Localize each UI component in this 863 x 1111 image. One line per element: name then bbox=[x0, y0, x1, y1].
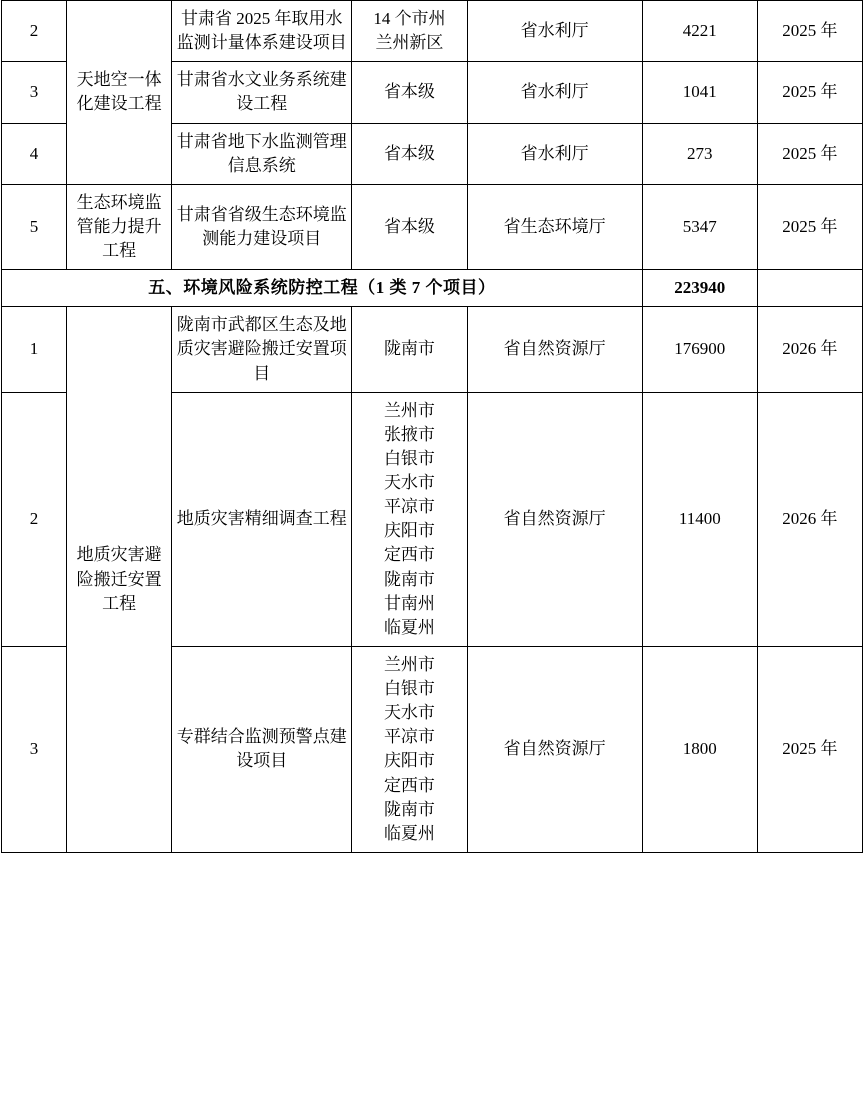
row-department: 省水利厅 bbox=[467, 1, 642, 62]
row-amount: 11400 bbox=[642, 392, 757, 646]
row-category: 地质灾害避险搬迁安置工程 bbox=[67, 307, 172, 853]
row-number: 2 bbox=[2, 392, 67, 646]
row-project-name: 甘肃省地下水监测管理信息系统 bbox=[172, 123, 352, 184]
row-year: 2025 年 bbox=[757, 1, 862, 62]
section-row bbox=[2, 270, 863, 307]
row-department: 省水利厅 bbox=[467, 123, 642, 184]
table-row bbox=[2, 307, 863, 392]
row-amount: 4221 bbox=[642, 1, 757, 62]
row-amount: 273 bbox=[642, 123, 757, 184]
row-area: 省本级 bbox=[352, 62, 467, 123]
row-area: 省本级 bbox=[352, 184, 467, 269]
row-number: 2 bbox=[2, 1, 67, 62]
row-area: 陇南市 bbox=[352, 307, 467, 392]
row-category: 生态环境监管能力提升工程 bbox=[67, 184, 172, 269]
row-amount: 1041 bbox=[642, 62, 757, 123]
row-category: 天地空一体化建设工程 bbox=[67, 1, 172, 185]
row-year: 2025 年 bbox=[757, 62, 862, 123]
row-area: 14 个市州 兰州新区 bbox=[352, 1, 467, 62]
row-project-name: 地质灾害精细调查工程 bbox=[172, 392, 352, 646]
row-year: 2025 年 bbox=[757, 123, 862, 184]
row-year: 2026 年 bbox=[757, 392, 862, 646]
row-project-name: 专群结合监测预警点建设项目 bbox=[172, 646, 352, 852]
row-year: 2025 年 bbox=[757, 184, 862, 269]
row-amount: 176900 bbox=[642, 307, 757, 392]
row-number: 3 bbox=[2, 62, 67, 123]
row-number: 1 bbox=[2, 307, 67, 392]
row-area: 兰州市 白银市 天水市 平凉市 庆阳市 定西市 陇南市 临夏州 bbox=[352, 646, 467, 852]
section-title: 五、环境风险系统防控工程（1 类 7 个项目） bbox=[2, 270, 643, 307]
project-plan-table bbox=[1, 0, 863, 853]
row-department: 省自然资源厅 bbox=[467, 392, 642, 646]
row-number: 4 bbox=[2, 123, 67, 184]
row-area: 兰州市 张掖市 白银市 天水市 平凉市 庆阳市 定西市 陇南市 甘南州 临夏州 bbox=[352, 392, 467, 646]
table-row bbox=[2, 184, 863, 269]
row-department: 省生态环境厅 bbox=[467, 184, 642, 269]
row-department: 省自然资源厅 bbox=[467, 646, 642, 852]
table-row bbox=[2, 1, 863, 62]
row-project-name: 甘肃省 2025 年取用水监测计量体系建设项目 bbox=[172, 1, 352, 62]
row-project-name: 陇南市武都区生态及地质灾害避险搬迁安置项目 bbox=[172, 307, 352, 392]
row-amount: 1800 bbox=[642, 646, 757, 852]
row-amount: 5347 bbox=[642, 184, 757, 269]
row-year: 2025 年 bbox=[757, 646, 862, 852]
row-area: 省本级 bbox=[352, 123, 467, 184]
row-project-name: 甘肃省水文业务系统建设工程 bbox=[172, 62, 352, 123]
section-amount: 223940 bbox=[642, 270, 757, 307]
row-number: 5 bbox=[2, 184, 67, 269]
row-year: 2026 年 bbox=[757, 307, 862, 392]
row-department: 省自然资源厅 bbox=[467, 307, 642, 392]
row-number: 3 bbox=[2, 646, 67, 852]
section-year bbox=[757, 270, 862, 307]
row-project-name: 甘肃省省级生态环境监测能力建设项目 bbox=[172, 184, 352, 269]
row-department: 省水利厅 bbox=[467, 62, 642, 123]
